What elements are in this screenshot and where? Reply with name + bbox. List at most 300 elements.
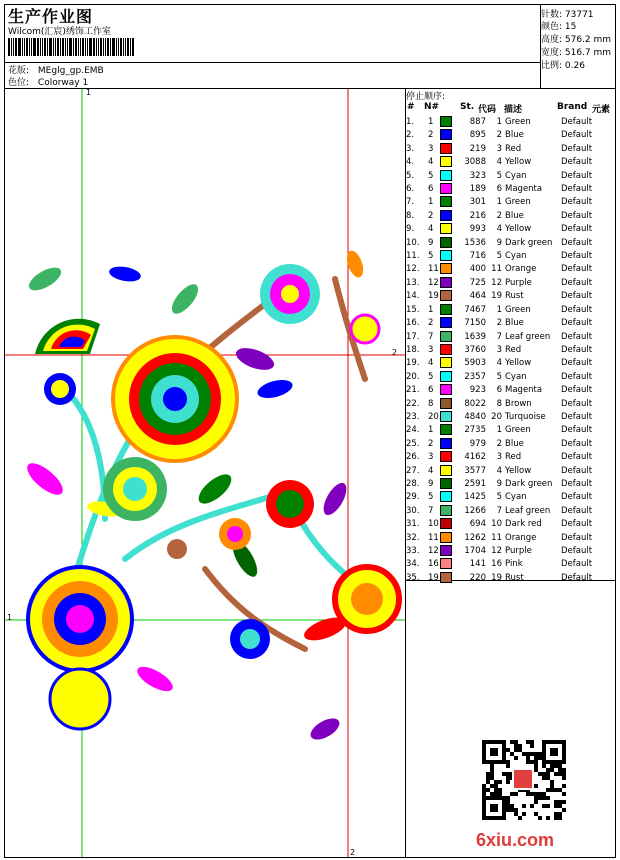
color-brand: Default — [561, 170, 593, 181]
color-swatch — [440, 196, 460, 209]
stop-number: 19 — [428, 572, 439, 583]
stop-index: 1. — [406, 117, 415, 127]
col-code: 代码 — [478, 105, 497, 115]
stitch-count: 1639 — [464, 331, 486, 342]
qr-module — [558, 800, 562, 804]
qr-module — [558, 788, 562, 792]
barcode-bar — [22, 38, 23, 56]
barcode-bar — [55, 38, 56, 56]
info-stitches: 针数: 73771 — [541, 10, 594, 20]
color-swatch — [440, 518, 460, 531]
stop-number: 12 — [428, 546, 439, 556]
swatch-box — [440, 438, 452, 449]
barcode-bar — [78, 38, 79, 56]
color-stop-row — [406, 331, 601, 344]
barcode-bar — [98, 38, 99, 56]
color-swatch — [440, 491, 460, 504]
stop-number: 3 — [428, 143, 434, 154]
marker-left-1: 1 — [7, 613, 13, 622]
qr-module — [562, 772, 566, 776]
qr-module — [542, 764, 546, 768]
color-description: Dark green — [505, 478, 553, 489]
swatch-box — [440, 357, 452, 368]
qr-module — [554, 788, 558, 792]
col-st: St. — [460, 102, 475, 112]
color-code: 16 — [491, 559, 502, 570]
qr-module — [494, 792, 498, 796]
swatch-box — [440, 116, 452, 127]
color-brand: Default — [561, 143, 593, 154]
barcode-bar — [11, 38, 12, 56]
qr-module — [490, 748, 498, 756]
color-brand: Default — [561, 371, 593, 382]
stitch-count: 8022 — [464, 398, 486, 409]
color-description: Yellow — [505, 465, 532, 476]
stop-index: 2. — [406, 130, 415, 141]
stitch-count: 216 — [469, 210, 486, 221]
color-swatch — [440, 317, 460, 330]
color-description: Orange — [505, 264, 537, 275]
color-code: 6 — [496, 184, 502, 195]
stitch-count: 1425 — [464, 492, 486, 503]
color-code: 5 — [496, 170, 502, 181]
swatch-box — [440, 532, 452, 543]
qr-module — [534, 768, 538, 772]
barcode-bar — [67, 38, 68, 56]
color-description: Magenta — [505, 184, 543, 195]
color-brand: Default — [561, 210, 593, 221]
qr-module — [546, 768, 550, 772]
color-brand: Default — [561, 304, 593, 315]
color-brand: Default — [561, 331, 593, 342]
barcode-bar — [105, 38, 106, 56]
color-stop-row — [406, 572, 601, 585]
swatch-box — [440, 371, 452, 382]
qr-module — [554, 764, 558, 768]
color-stop-row — [406, 505, 601, 518]
color-swatch — [440, 411, 460, 424]
color-stop-row — [406, 116, 601, 129]
stop-number: 11 — [428, 264, 439, 275]
color-description: Red — [505, 143, 522, 154]
qr-module — [542, 804, 546, 808]
stitch-count: 1262 — [464, 532, 486, 543]
swatch-box — [440, 237, 452, 248]
color-brand: Default — [561, 452, 593, 463]
barcode-bar — [62, 38, 64, 56]
stop-number: 2 — [428, 318, 434, 329]
barcode-bar — [100, 38, 102, 56]
swatch-box — [440, 304, 452, 315]
qr-module — [538, 752, 542, 756]
qr-module — [538, 772, 542, 776]
swatch-box — [440, 505, 452, 516]
stitch-count: 979 — [469, 438, 486, 449]
stop-number: 4 — [428, 224, 434, 235]
central-sunflower — [113, 337, 237, 461]
qr-module — [534, 792, 538, 796]
stop-index: 16. — [406, 318, 420, 329]
color-stop-row — [406, 143, 601, 156]
color-brand: Default — [561, 264, 593, 275]
stop-number: 7 — [428, 331, 434, 342]
swatch-box — [440, 210, 452, 221]
barcode-bar — [112, 38, 115, 56]
stop-index: 20. — [406, 371, 420, 382]
colorway-label: 色位: — [8, 78, 30, 88]
qr-module — [562, 792, 566, 796]
barcode-bar — [31, 38, 32, 56]
qr-module — [518, 816, 522, 820]
color-brand: Default — [561, 277, 593, 288]
qr-module — [562, 784, 566, 788]
color-stop-row — [406, 411, 601, 424]
stitch-count: 1704 — [464, 546, 486, 556]
qr-module — [554, 772, 558, 776]
watermark-logo: 6xiu.com — [476, 830, 555, 850]
qr-module — [526, 740, 530, 744]
qr-module — [494, 780, 498, 784]
color-brand: Default — [561, 251, 593, 262]
color-description: Dark green — [505, 237, 553, 248]
color-description: Red — [505, 344, 522, 355]
info-width: 宽度: 516.7 mm — [541, 48, 612, 58]
qr-module — [546, 776, 550, 780]
qr-module — [562, 808, 566, 812]
qr-module — [526, 756, 530, 760]
stop-index: 4. — [406, 157, 415, 168]
color-swatch — [440, 129, 460, 142]
flower-bottom-right — [167, 539, 399, 659]
barcode-bar — [49, 38, 52, 56]
qr-module — [486, 788, 490, 792]
color-stop-row — [406, 129, 601, 142]
stitch-count: 2357 — [464, 371, 486, 382]
color-code: 5 — [496, 371, 502, 382]
stop-number: 2 — [428, 210, 434, 221]
swatch-box — [440, 344, 452, 355]
barcode-bar — [37, 38, 39, 56]
qr-module — [514, 748, 518, 752]
swatch-box — [440, 478, 452, 489]
color-stop-row — [406, 384, 601, 397]
color-stop-row — [406, 371, 601, 384]
stop-number: 6 — [428, 385, 434, 396]
color-description: Green — [505, 197, 531, 208]
color-code: 1 — [496, 304, 502, 315]
qr-module — [530, 760, 534, 764]
color-code: 2 — [496, 130, 502, 141]
stop-number: 3 — [428, 452, 434, 463]
qr-module — [522, 812, 526, 816]
color-code: 6 — [496, 385, 502, 396]
color-description: Green — [505, 117, 531, 127]
qr-module — [550, 780, 554, 784]
stop-number: 5 — [428, 170, 434, 181]
pomegranate — [219, 480, 314, 550]
color-swatch — [440, 451, 460, 464]
barcode-bar — [18, 38, 21, 56]
color-code: 2 — [496, 438, 502, 449]
stop-number: 9 — [428, 478, 434, 489]
qr-module — [530, 740, 534, 744]
qr-module — [538, 756, 542, 760]
color-stop-row — [406, 170, 601, 183]
barcode-bar — [116, 38, 117, 56]
color-code: 12 — [491, 277, 502, 288]
stop-number: 16 — [428, 559, 439, 570]
stop-index: 28. — [406, 478, 420, 489]
color-stop-row — [406, 451, 601, 464]
swatch-box — [440, 263, 452, 274]
qr-module — [530, 744, 534, 748]
barcode-bar — [75, 38, 77, 56]
color-code: 11 — [491, 264, 502, 275]
color-description: Blue — [505, 210, 524, 221]
color-code: 19 — [491, 291, 502, 302]
stop-index: 8. — [406, 210, 415, 221]
color-brand: Default — [561, 197, 593, 208]
stop-number: 5 — [428, 371, 434, 382]
qr-module — [526, 792, 530, 796]
col-desc: 描述 — [504, 105, 523, 115]
color-swatch — [440, 532, 460, 545]
stop-index: 12. — [406, 264, 420, 275]
qr-module — [510, 804, 514, 808]
stitch-count: 464 — [469, 291, 486, 302]
color-swatch — [440, 116, 460, 129]
qr-module — [542, 796, 546, 800]
color-code: 4 — [496, 224, 502, 235]
color-brand: Default — [561, 184, 593, 195]
swatch-box — [440, 451, 452, 462]
swatch-box — [440, 183, 452, 194]
stop-number: 4 — [428, 157, 434, 168]
qr-module — [510, 740, 514, 744]
color-swatch — [440, 223, 460, 236]
stop-index: 14. — [406, 291, 420, 302]
color-swatch — [440, 478, 460, 491]
qr-module — [506, 772, 510, 776]
stop-index: 23. — [406, 411, 420, 422]
barcode-bar — [96, 38, 97, 56]
color-stop-row — [406, 398, 601, 411]
color-description: Magenta — [505, 385, 543, 396]
stitch-count: 3760 — [464, 344, 486, 355]
qr-module — [534, 760, 538, 764]
qr-module — [486, 780, 490, 784]
stop-number: 20 — [428, 411, 439, 422]
stop-index: 30. — [406, 505, 420, 516]
qr-module — [514, 812, 518, 816]
stitch-count: 2735 — [464, 425, 486, 436]
marker-bottom-2: 2 — [350, 848, 356, 857]
swatch-box — [440, 331, 452, 342]
studio-name: Wilcom(汇宸)绣饰工作室 — [8, 27, 111, 37]
color-stop-row — [406, 237, 601, 250]
color-swatch — [440, 357, 460, 370]
qr-module — [550, 788, 554, 792]
color-swatch — [440, 277, 460, 290]
qr-module — [506, 808, 510, 812]
color-description: Dark red — [505, 519, 542, 530]
swatch-box — [440, 156, 452, 167]
stitch-count: 993 — [469, 224, 486, 235]
color-description: Blue — [505, 130, 524, 141]
stitch-count: 5903 — [464, 358, 486, 369]
qr-module — [490, 804, 498, 812]
stop-number: 4 — [428, 358, 434, 369]
qr-module — [498, 792, 502, 796]
stop-index: 25. — [406, 438, 420, 449]
col-no: N# — [424, 102, 440, 112]
qr-module — [558, 812, 562, 816]
barcode-bar — [132, 38, 134, 56]
color-description: Yellow — [505, 157, 532, 168]
barcode-bar — [60, 38, 61, 56]
color-code: 19 — [491, 572, 502, 583]
color-swatch — [440, 505, 460, 518]
color-code: 10 — [491, 519, 502, 530]
barcode-bar — [93, 38, 95, 56]
barcode-bar — [26, 38, 28, 56]
qr-module — [554, 812, 558, 816]
qr-module — [490, 784, 494, 788]
stop-number: 5 — [428, 492, 434, 503]
stop-index: 32. — [406, 532, 420, 543]
stop-number: 11 — [428, 532, 439, 543]
qr-module — [558, 768, 562, 772]
color-stop-row — [406, 210, 601, 223]
color-swatch — [440, 143, 460, 156]
color-stop-row — [406, 156, 601, 169]
color-description: Blue — [505, 438, 524, 449]
barcode-bar — [44, 38, 46, 56]
color-code: 3 — [496, 452, 502, 463]
color-brand: Default — [561, 224, 593, 235]
stop-index: 33. — [406, 546, 420, 556]
qr-module — [538, 792, 542, 796]
barcode-bar — [110, 38, 111, 56]
stop-index: 9. — [406, 224, 415, 235]
color-swatch — [440, 572, 460, 585]
color-brand: Default — [561, 532, 593, 543]
qr-module — [510, 808, 514, 812]
color-code: 9 — [496, 478, 502, 489]
color-brand: Default — [561, 572, 593, 583]
color-swatch — [440, 237, 460, 250]
barcode-bar — [87, 38, 88, 56]
qr-module — [558, 764, 562, 768]
swatch-box — [440, 465, 452, 476]
color-stop-row — [406, 304, 601, 317]
stop-number: 12 — [428, 277, 439, 288]
color-swatch — [440, 210, 460, 223]
qr-module — [562, 776, 566, 780]
barcode-bar — [118, 38, 119, 56]
qr-module — [506, 780, 510, 784]
color-stop-row — [406, 545, 601, 558]
barcode-bar — [80, 38, 81, 56]
qr-module — [502, 772, 506, 776]
barcode-bar — [33, 38, 36, 56]
qr-module — [514, 744, 518, 748]
info-height: 高度: 576.2 mm — [541, 35, 612, 45]
qr-module — [490, 792, 494, 796]
qr-module — [534, 812, 538, 816]
color-description: Brown — [505, 398, 532, 409]
stitch-count: 923 — [469, 385, 486, 396]
color-swatch — [440, 438, 460, 451]
barcode-bar — [29, 38, 30, 56]
color-brand: Default — [561, 358, 593, 369]
stitch-count: 895 — [469, 130, 486, 141]
swatch-box — [440, 290, 452, 301]
color-stop-row — [406, 424, 601, 437]
color-stop-row — [406, 357, 601, 370]
color-description: Cyan — [505, 170, 527, 181]
color-stop-row — [406, 263, 601, 276]
stop-number: 10 — [428, 519, 439, 530]
qr-module — [550, 748, 558, 756]
qr-module — [482, 792, 486, 796]
color-swatch — [440, 250, 460, 263]
qr-module — [498, 780, 502, 784]
swatch-box — [440, 129, 452, 140]
stitch-count: 716 — [469, 251, 486, 262]
qr-module — [482, 784, 486, 788]
stitch-count: 4162 — [464, 452, 486, 463]
barcode-bar — [15, 38, 17, 56]
stitch-count: 220 — [469, 572, 486, 583]
color-description: Turquoise — [505, 411, 546, 422]
color-code: 8 — [496, 398, 502, 409]
barcode-bar — [73, 38, 74, 56]
color-description: Yellow — [505, 358, 532, 369]
barcode — [8, 38, 135, 56]
qr-module — [506, 800, 510, 804]
color-swatch — [440, 558, 460, 571]
qr-module — [514, 792, 518, 796]
qr-module — [558, 804, 562, 808]
color-stop-row — [406, 250, 601, 263]
stop-number: 2 — [428, 130, 434, 141]
col-elem: 元素 — [592, 105, 611, 115]
color-brand: Default — [561, 318, 593, 329]
color-brand: Default — [561, 291, 593, 302]
qr-code — [482, 740, 566, 820]
stop-index: 22. — [406, 398, 420, 409]
color-brand: Default — [561, 546, 593, 556]
qr-module — [554, 816, 558, 820]
color-code: 2 — [496, 318, 502, 329]
barcode-bar — [120, 38, 122, 56]
color-code: 3 — [496, 344, 502, 355]
color-code: 7 — [496, 331, 502, 342]
color-code: 7 — [496, 505, 502, 516]
stop-index: 26. — [406, 452, 420, 463]
qr-module — [562, 768, 566, 772]
stitch-count: 400 — [469, 264, 486, 275]
color-swatch — [440, 344, 460, 357]
color-description: Cyan — [505, 251, 527, 262]
color-swatch — [440, 331, 460, 344]
qr-module — [506, 748, 510, 752]
qr-module — [490, 776, 494, 780]
stop-number: 1 — [428, 197, 434, 208]
barcode-bar — [125, 38, 126, 56]
swatch-box — [440, 424, 452, 435]
